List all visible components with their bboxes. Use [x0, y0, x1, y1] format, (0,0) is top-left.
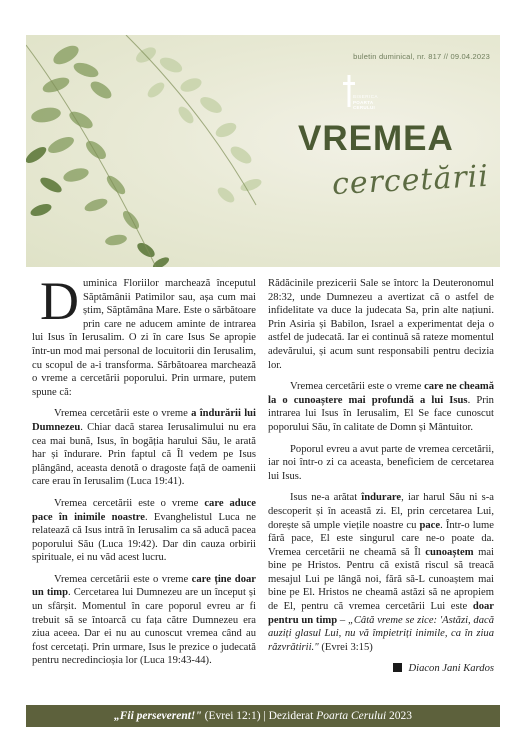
footer-church: Poarta Cerului	[316, 710, 387, 722]
author-signature: Diacon Jani Kardos	[268, 662, 494, 676]
paragraph-8: Isus ne-a arătat îndurare, iar harul Său ni s-a descoperit și în această zi. El, prin cercetarea Lui, dorește să umple viețile noastre cu pace. Într-o lume fără pace, El este singurul care ne-o poate da. Vremea cercetării ne cheamă să Îl cunoaștem mai bine pe Hristos. Pentru că există riscul să treacă mesajul Lui pe lângă noi, fără să-L cunoaștem mai bine pe El. Hristos ne cheamă astăzi să ne apropiem de El, pentru că vremea cercetării Lui este doar pentru un timp – „Câtă vreme se zice: 'Astăzi, dacă auziți glasul Lui, nu vă împietriți inimile, ca în ziua răzvrătirii." (Evrei 3:15)	[268, 492, 495, 653]
paragraph-4: Vremea cercetării este o vreme care ține doar un timp. Cercetarea lui Dumnezeu are un început și un sfârșit. Momentul în care poporul evreu ar fi trebuit să se întoarcă cu fața către Dumnezeu era ziua aceea. Dar ei nu au cunoscut vremea când au fost cercetați. Prin urmare, Isus le prezice o judecată pentru necredincioșia lor (Luca 19:43-44).	[32, 573, 257, 667]
article-column-right	[268, 277, 494, 676]
title-script: cercetării	[331, 158, 490, 203]
header-banner	[26, 35, 500, 267]
title-main: VREMEA	[298, 119, 454, 158]
paragraph-3: Vremea cercetării este o vreme care aduce pace în inimile noastre. Evanghelistul Luca ne relatează că Isus intră în Ierusalim ca să aducă pacea poporului Său (Luca 19:42). Dar din cauza orbirii spirituale, ei nu văd acest lucru.	[32, 497, 256, 564]
paragraph-1: Duminica Floriilor marchează începutul Săptămânii Patimilor sau, așa cum mai știm, Săptămâna Mare. Este o sărbătoare prin care ne aducem aminte de intrarea lui Isus în Ierusalim. O zi în care Isus Se apropie într-un mod mai personal de locuitorii din Ierusalim, cu scopul de a-i transforma. Sărbătoarea marchează o vreme a cercetării poporului. Prin urmare, putem spune că:	[32, 271, 256, 398]
bulletin-page	[26, 35, 500, 727]
logo-line-1: BISERICA	[353, 94, 379, 99]
article-column-left	[32, 271, 257, 676]
logo-line-2: POARTA CERULUI	[353, 100, 376, 110]
drop-cap: D	[40, 271, 79, 331]
footer-bar	[26, 705, 500, 727]
square-bullet-icon	[393, 663, 402, 672]
paragraph-6: Vremea cercetării este o vreme care ne cheamă la o cunoaștere mai profundă a lui Isus. Prin intrarea lui Isus în Ierusalim, El Se face cunoscut poporului Său, în calitate de Domn și Mântuitor.	[268, 381, 494, 433]
church-logo	[343, 75, 395, 115]
paragraph-7: Poporul evreu a avut parte de vremea cercetării, iar noi într-o zi ca aceasta, beneficiem de cercetarea lui Isus.	[268, 443, 494, 482]
issue-label: buletin duminical, nr. 817 // 09.04.2023	[353, 52, 490, 61]
footer-ref: (Evrei 12:1) | Deziderat	[201, 710, 317, 722]
footer-motto: „Fii perseverent!"	[113, 710, 202, 722]
paragraph-2: Vremea cercetării este o vreme a îndurării lui Dumnezeu. Chiar dacă starea Ierusalimului nu era cea mai bună, Isus, în bogăția harului Său, le arată har și îndurare. Prin faptul că Îl vedem pe Isus plângând, aceasta denotă o dragoste față de oamenii care erau în Ierusalim (Luca 19:41).	[32, 408, 257, 488]
footer-year: 2023	[386, 710, 413, 722]
fern-leaves-image	[26, 35, 276, 267]
paragraph-5: Rădăcinile prezicerii Sale se întorc la Deuteronomul 28:32, unde Dumnezeu a avertizat că o astfel de infidelitate va duce la judecata Sa, prin alte națiuni. Prin Asiria și Babilon, Israel a experimentat deja o astfel de judecată. Iar ei continuă să rateze momentul adevărului, și acum sunt responsabili pentru decizia lor.	[268, 278, 494, 371]
